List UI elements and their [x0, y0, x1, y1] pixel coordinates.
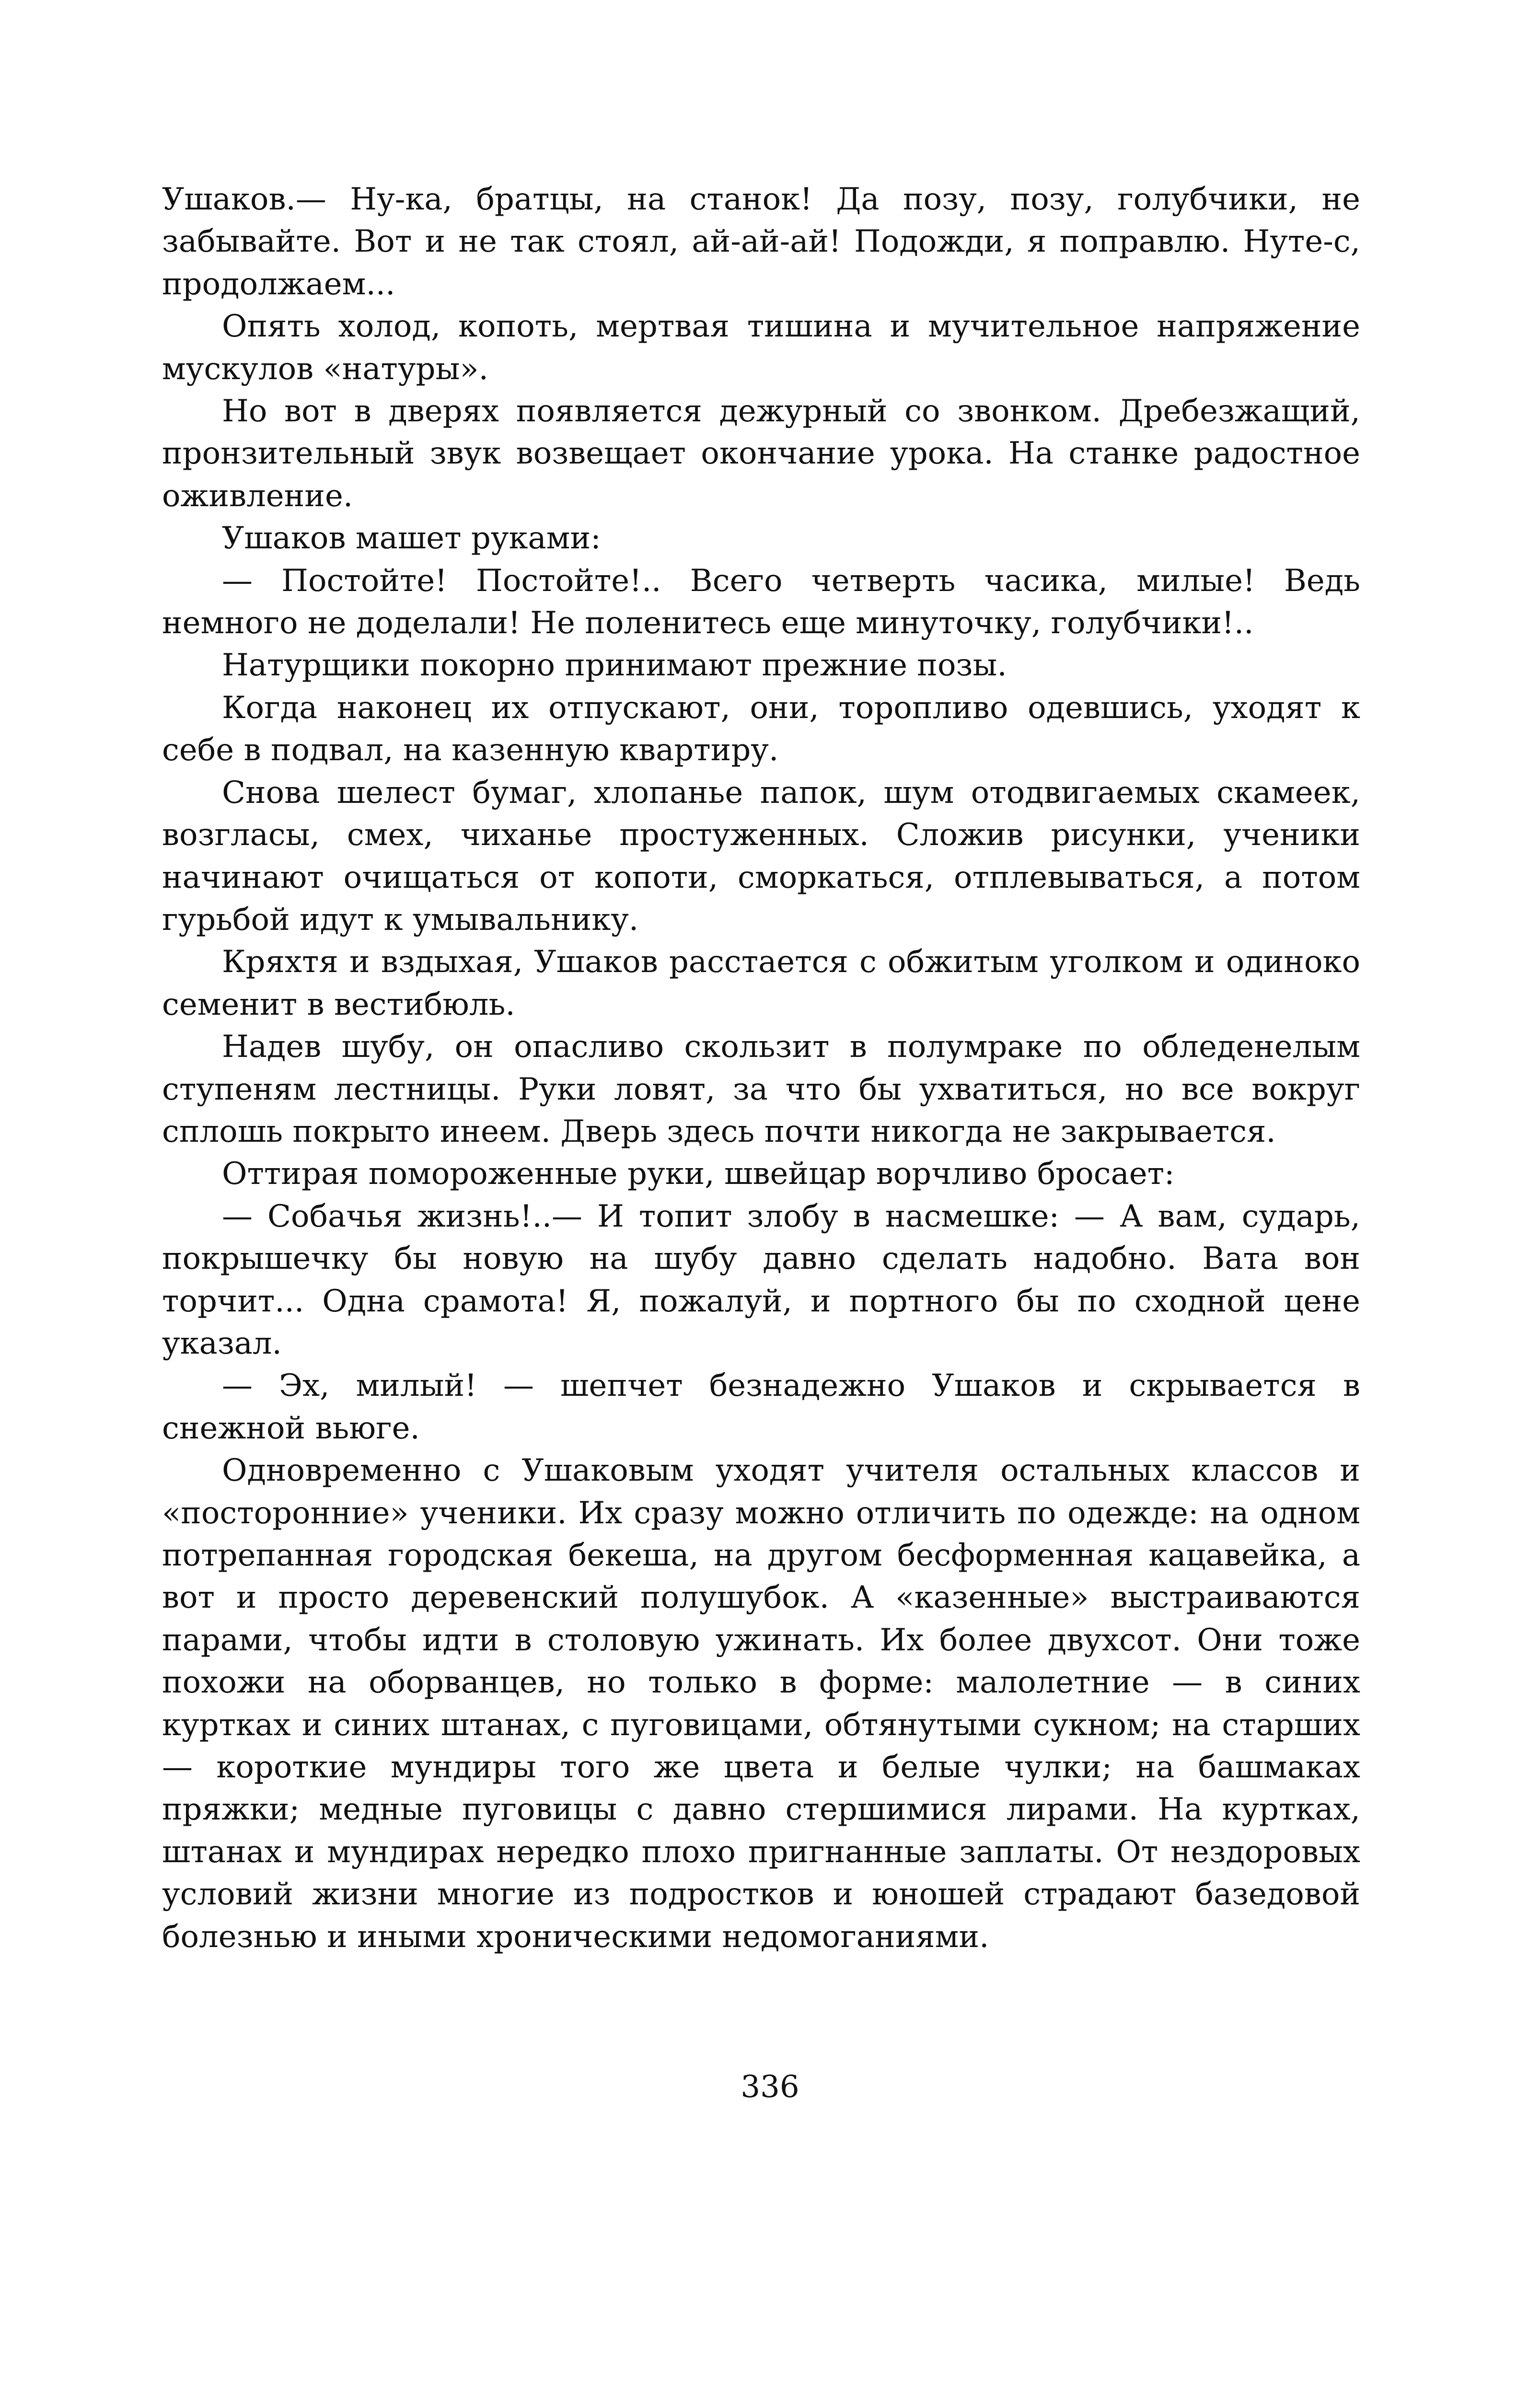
paragraph: — Собачья жизнь!..— И топит злобу в насмешке: — А вам, сударь, покрышечку бы новую на шубу давно сделать надобно. Вата вон торчит... Одна срамота! Я, пожалуй, и портного бы по сходной цене указал. — [162, 1198, 1360, 1361]
paragraph: Кряхтя и вздыхая, Ушаков расстается с обжитым уголком и одиноко семенит в вестибюль. — [162, 944, 1360, 1022]
page-body-text — [162, 178, 1360, 1958]
paragraph: Ушаков машет руками: — [222, 521, 601, 556]
paragraph: — Постойте! Постойте!.. Всего четверть часика, милые! Ведь немного не доделали! Не поленитесь еще минуточку, голубчики!.. — [162, 563, 1360, 641]
paragraph: Надев шубу, он опасливо скользит в полумраке по обледенелым ступеням лестницы. Руки ловят, за что бы ухватиться, но все вокруг сплошь покрыто инеем. Дверь здесь почти никогда не закрывается. — [162, 1029, 1360, 1149]
paragraph: Опять холод, копоть, мертвая тишина и мучительное напряжение мускулов «натуры». — [162, 309, 1360, 387]
paragraph: Снова шелест бумаг, хлопанье папок, шум отодвигаемых скамеек, возгласы, смех, чиханье простуженных. Сложив рисунки, ученики начинают очищаться от копоти, сморкаться, отплевываться, а потом гурьбой идут к умывальнику. — [162, 775, 1360, 938]
paragraph: Одновременно с Ушаковым уходят учителя остальных классов и «посторонние» ученики. Их сразу можно отличить по одежде: на одном потрепанная городская бекеша, на другом бесформенная кацавейка, а вот и просто деревенский полушубок. А «казенные» выстраиваются парами, чтобы идти в столовую ужинать. Их более двухсот. Они тоже похожи на оборванцев, но только в форме: малолетние — в синих куртках и синих штанах, с пуговицами, обтянутыми сукном; на старших — короткие мундиры того же цвета и белые чулки; на башмаках пряжки; медные пуговицы с давно стершимися лирами. На куртках, штанах и мундирах нередко плохо пригнанные заплаты. От нездоровых условий жизни многие из подростков и юношей страдают базедовой болезнью и иными хроническими недомоганиями. — [162, 1453, 1360, 1955]
paragraph: Оттирая помороженные руки, швейцар ворчливо бросает: — [222, 1156, 1175, 1192]
paragraph: — Эх, милый! — шепчет безнадежно Ушаков и скрывается в снежной вьюге. — [162, 1368, 1360, 1446]
paragraph: Ушаков.— Ну-ка, братцы, на станок! Да позу, позу, голубчики, не забывайте. Вот и не так стоял, ай-ай-ай! Подожди, я поправлю. Нуте-с, продолжаем... — [162, 182, 1360, 302]
page-number: 336 — [741, 2069, 799, 2105]
paragraph: Но вот в дверях появляется дежурный со звонком. Дребезжащий, пронзительный звук возвещает окончание урока. На станке радостное оживление. — [162, 394, 1360, 514]
paragraph: Когда наконец их отпускают, они, торопливо одевшись, уходят к себе в подвал, на казенную квартиру. — [162, 690, 1360, 768]
paragraph: Натурщики покорно принимают прежние позы. — [222, 648, 1007, 684]
